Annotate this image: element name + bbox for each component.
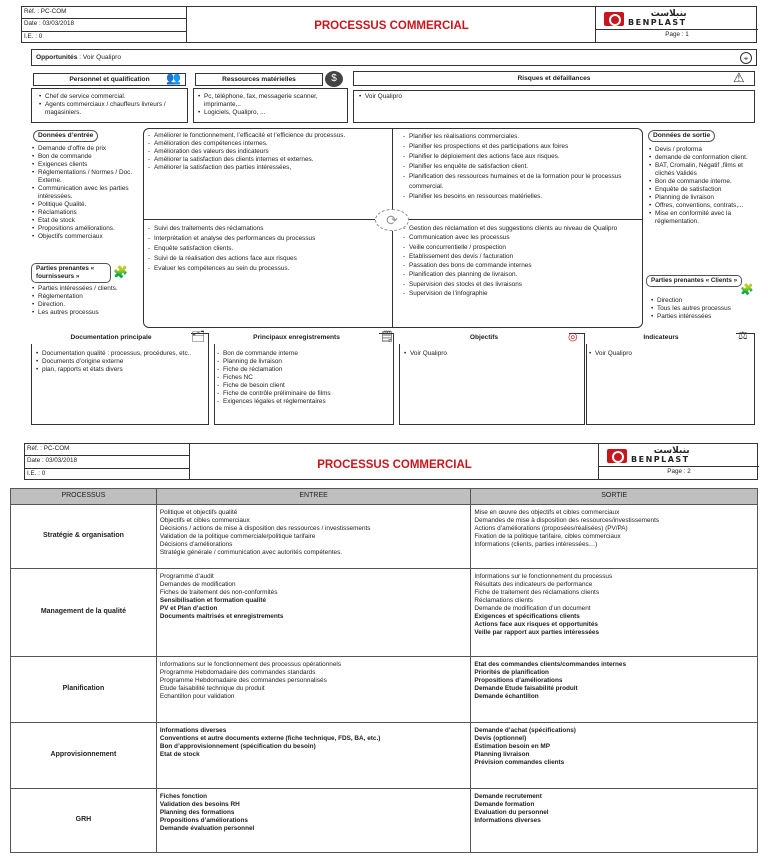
cell-line: Demandes de mise à disposition des ressources/investissements (474, 517, 660, 524)
entree-cell (156, 569, 471, 657)
table-row (11, 789, 758, 853)
list-item: - Gestion des réclamation et des suggestions clients au niveau de Qualipro (402, 224, 638, 233)
list-item: - Amélioration des valeurs des indicateurs (147, 148, 387, 156)
cell-line: Décisions d’améliorations (159, 541, 233, 548)
list-item: • Direction (650, 297, 755, 305)
records-title: Principaux enregistrements (214, 333, 379, 344)
entree-cell (156, 505, 471, 569)
cell-line: Décisions / actions de mise à disposition des ressources / investissements (159, 525, 371, 532)
list-item: • Parties intéressées / clients. (31, 285, 141, 293)
cell-line: Informations sur le fonctionnement des processus opérationnels (159, 661, 342, 668)
cell-line: PV et Plan d’action (159, 605, 218, 612)
list-item: - Interprétation et analyse des performances du processus (147, 234, 387, 244)
cell-line: Fixation de la politique tarifaire, cibles commerciaux (474, 533, 621, 540)
cell-line: Planning des formations (159, 809, 235, 816)
documentation-section (31, 333, 209, 425)
entree-cell (156, 723, 471, 789)
table-row (11, 505, 758, 569)
list-item: • Exigences clients (31, 161, 141, 169)
outputs-list (648, 146, 756, 226)
process-cell: Management de la qualité (11, 569, 157, 657)
list-item: • Demande d’offre de prix (31, 145, 141, 153)
ie-label: I.E. : 0 (22, 32, 187, 43)
cell-line: Actions face aux risques et opportunités (474, 621, 598, 628)
list-item: • Direction. (31, 301, 141, 309)
table-row (11, 723, 758, 789)
check-list (147, 224, 387, 274)
list-item: - Fiche de réclamation (216, 366, 392, 374)
list-item: • Planning de livraison (648, 194, 756, 202)
opportunities-value: : Voir Qualipro (77, 54, 122, 61)
outputs-title: Données de sortie (648, 130, 715, 142)
documentation-list (35, 350, 205, 374)
page-number: Page : 1 (665, 31, 689, 38)
people-icon: 👥 (166, 71, 181, 85)
inputs-list (31, 145, 141, 241)
ref-label: Réf. : PC-COM (22, 7, 187, 19)
list-item: - Amélioration des compétences internes. (147, 140, 387, 148)
list-item: - Fiche de contrôle préliminaire de films (216, 390, 392, 398)
process-cell: Stratégie & organisation (11, 505, 157, 569)
cell-line: Demande échantillon (474, 693, 539, 700)
list-item: - Etablissement des devis / facturation (402, 252, 638, 261)
list-item: - Planifier les réalisations commerciales. (402, 132, 638, 142)
personnel-title: Personnel et qualification (33, 73, 186, 86)
list-item: • BAT, Cromalin, Négatif ,films et clichés Validés (648, 162, 756, 178)
inputs-title: Données d’entrée (33, 130, 98, 142)
list-item: - Planifier les besoins en ressources matérielles. (402, 192, 638, 202)
list-item: • Logiciels, Qualipro, ... (197, 109, 345, 117)
records-list (216, 350, 392, 406)
list-item: • Agents commerciaux / chauffeurs livreurs / magasiniers. (38, 101, 184, 117)
cell-line: Actions d’améliorations (proposées/réalisées) (PV/PA) (474, 525, 628, 532)
sortie-cell (471, 723, 758, 789)
cell-line: Etat des commandes clients/commandes internes (474, 661, 627, 668)
cell-line: Sensibilisation et formation qualité (159, 597, 267, 604)
list-item: • Offres, conventions, contrats,... (648, 202, 756, 210)
list-item: - Exigences légales et réglementaires (216, 398, 392, 406)
cell-line: Informations sur le fonctionnement du processus (474, 573, 613, 580)
gauge-icon: ⚖ (738, 330, 748, 342)
list-item: • Enquête de satisfaction (648, 186, 756, 194)
cell-line: Demande d’achat (spécifications) (474, 727, 576, 734)
list-item: - Planifier le déploiement des actions face aux risques. (402, 152, 638, 162)
list-item: • Devis / proforma (648, 146, 756, 154)
list-item: • Documentation qualité : processus, procédures, etc.. (35, 350, 205, 358)
cell-line: Programme Hebdomadaire des commandes standards (159, 669, 316, 676)
list-item: • Voir Qualipro (403, 350, 578, 358)
cell-line: Veille par rapport aux parties intéressées (474, 629, 600, 636)
improve-list (147, 132, 387, 172)
cell-line: Demande Etude faisabilité produit (474, 685, 578, 692)
cell-line: Validation des besoins RH (159, 801, 240, 808)
opportunities-box (31, 49, 757, 66)
list-item: • Tous les autres processus (650, 305, 755, 313)
logo-arabic: بنبلاست (650, 9, 687, 19)
cell-line: Politique et objectifs qualité (159, 509, 238, 516)
date-label: Date : 03/03/2018 (22, 19, 187, 32)
list-item: • Les autres processus (31, 309, 141, 317)
suppliers-title: Parties prenantes « fournisseurs » (31, 263, 111, 283)
column-header: SORTIE (471, 489, 758, 505)
cell-line: Stratégie générale / communication avec autorités compétentes. (159, 549, 343, 556)
process-cell: Planification (11, 657, 157, 723)
benplast-logo (607, 447, 690, 464)
list-item: - Fiche de besoin client (216, 382, 392, 390)
risks-title: Risques et défaillances (353, 71, 755, 86)
cell-line: Programme Hebdomadaire des commandes personnalisés (159, 677, 327, 684)
list-item: - Planification des planning de livraison. (402, 270, 638, 279)
list-item: • Mise en conformité avec la réglementation. (648, 210, 756, 226)
cell-line: Exigences et spécifications clients (474, 613, 580, 620)
logo-name: BENPLAST (628, 18, 687, 27)
cell-line: Priorités de planification (474, 669, 549, 676)
list-item: - Améliorer le fonctionnement, l’efficacité et l’efficience du processus. (147, 132, 387, 140)
list-item: • Chef de service commercial. (38, 93, 184, 101)
list-item: - Planifier les prospections et des participations aux foires (402, 142, 638, 152)
objectives-list (403, 350, 578, 358)
list-item: • Bon de commande interne. (648, 178, 756, 186)
list-item: - Veille concurrentielle / prospection (402, 243, 638, 252)
cell-line: Demande de modification d’un document (474, 605, 591, 612)
list-item: • plan, rapports et états divers (35, 366, 205, 374)
documentation-title: Documentation principale (31, 333, 191, 344)
list-item: • Etat de stock (31, 217, 141, 225)
list-item: - Supervision de l’infographie (402, 289, 638, 298)
sortie-cell (471, 569, 758, 657)
puzzle-icon: 🧩 (740, 284, 754, 296)
column-header: PROCESSUS (11, 489, 157, 505)
list-item: • Objectifs commerciaux (31, 233, 141, 241)
table-row (11, 657, 758, 723)
cell-line: Programme d’audit (159, 573, 214, 580)
cell-line: Devis (optionnel) (474, 735, 527, 742)
logo-name: BENPLAST (631, 455, 690, 464)
opportunities-label: Opportunités (36, 54, 78, 61)
target-icon: ⌖ (740, 52, 752, 64)
list-item: • Réglementations / Normes / Doc. Externe. (31, 169, 141, 185)
page-number: Page : 2 (667, 468, 691, 475)
list-item: • Pc, téléphone, fax, messagerie scanner, imprimante,.. (197, 93, 345, 109)
list-item: • Réglementation (31, 293, 141, 301)
logo-arabic: بنبلاست (653, 446, 690, 456)
cell-line: Propositions d’améliorations (159, 817, 248, 824)
list-item: - Suivi de la réalisation des actions face aux risques (147, 254, 387, 264)
cell-line: Réclamations clients (474, 597, 533, 604)
sortie-cell (471, 789, 758, 853)
cell-line: Informations diverses (474, 817, 541, 824)
list-item: - Améliorer la satisfaction des parties intéressées, (147, 164, 387, 172)
list-item: • Réclamations (31, 209, 141, 217)
page1-header (21, 6, 757, 43)
objectives-section (399, 333, 585, 425)
cell-line: Fiches fonction (159, 793, 208, 800)
list-item: • Parties intéressées (650, 313, 755, 321)
table-row (11, 569, 758, 657)
list-item: - Planifier les enquête de satisfaction client. (402, 162, 638, 172)
benplast-logo (604, 10, 687, 27)
cell-line: Etat de stock (159, 751, 200, 758)
list-item: - Evaluer les compétences au sein du processus. (147, 264, 387, 274)
cell-line: Bon d’approvisionnement (spécification du besoin) (159, 743, 316, 750)
date-label: Date : 03/03/2018 (25, 456, 190, 469)
ref-label: Réf. : PC-COM (25, 444, 190, 456)
cell-line: Echantillon pour validation (159, 693, 235, 700)
list-item: • Bon de commande (31, 153, 141, 161)
cell-line: Objectifs et cibles commerciaux (159, 517, 250, 524)
clients-title: Parties prenantes « Clients » (646, 275, 742, 287)
cell-line: Conventions et autre documents externe (fiche technique, FDS, BA, etc.) (159, 735, 381, 742)
list-item: - Supervision des stocks et des livraisons (402, 280, 638, 289)
cell-line: Evaluation du personnel (474, 809, 549, 816)
cell-line: Informations (clients, parties intéressées…) (474, 541, 598, 548)
indicators-section (586, 330, 755, 425)
cell-line: Documents maîtrisés et enregistrements (159, 613, 284, 620)
entree-cell (156, 657, 471, 723)
list-item: • Voir Qualipro (358, 93, 558, 101)
objectives-title: Objectifs (399, 333, 569, 344)
process-table (10, 488, 758, 853)
cell-line: Informations diverses (159, 727, 227, 734)
entree-cell (156, 789, 471, 853)
list-item: - Suivi des traitements des réclamations (147, 224, 387, 234)
sortie-cell (471, 505, 758, 569)
cell-line: Demande évaluation personnel (159, 825, 255, 832)
suppliers-list (31, 285, 141, 317)
cell-line: Propositions d’améliorations (474, 677, 563, 684)
benplast-logo-icon (604, 12, 624, 26)
plan-list (402, 132, 638, 201)
list-item: - Passation des bons de commande internes (402, 261, 638, 270)
list-item: - Bon de commande interne (216, 350, 392, 358)
page2-title: PROCESSUS COMMERCIAL (317, 459, 472, 471)
pdca-cycle-icon: ⟳ (375, 209, 409, 231)
page2-header (24, 443, 758, 480)
page1-title: PROCESSUS COMMERCIAL (314, 20, 469, 32)
list-item: - Améliorer la satisfaction des clients internes et externes. (147, 156, 387, 164)
cell-line: Fiche de traitement des réclamations clients (474, 589, 600, 596)
document-icon: 🗒 (380, 331, 394, 343)
list-item: • Documents d’origine externe (35, 358, 205, 366)
list-item: - Fiches NC (216, 374, 392, 382)
resources-title: Ressources matérielles (195, 73, 323, 86)
cell-line: Demande recrutement (474, 793, 542, 800)
process-cell: GRH (11, 789, 157, 853)
list-item: • Politique Qualité. (31, 201, 141, 209)
cell-line: Fiches de traitement des non-conformités (159, 589, 278, 596)
list-item: • Propositions améliorations. (31, 225, 141, 233)
cell-line: Estimation besoin en MP (474, 743, 550, 750)
list-item: • Voir Qualipro (588, 350, 748, 358)
list-item: - Planning de livraison (216, 358, 392, 366)
cell-line: Mise en œuvre des objectifs et cibles commerciaux (474, 509, 620, 516)
risks-list (358, 93, 558, 101)
cell-line: Planning livraison (474, 751, 530, 758)
ie-label: I.E. : 0 (25, 469, 190, 480)
list-item: • demande de conformation client. (648, 154, 756, 162)
list-item: - Communication avec les processus (402, 233, 638, 242)
process-cell: Approvisionnement (11, 723, 157, 789)
list-item: • Communication avec les parties intéressées. (31, 185, 141, 201)
puzzle-icon: 🧩 (113, 265, 128, 279)
do-list (402, 224, 638, 298)
cell-line: Résultats des indicateurs de performance (474, 581, 593, 588)
clients-list (650, 297, 755, 321)
target-icon: ◎ (568, 331, 578, 343)
indicators-list (588, 350, 748, 358)
column-header: ENTREE (156, 489, 471, 505)
warning-icon: ⚠ (733, 70, 745, 85)
personnel-list (38, 93, 184, 117)
cell-line: Demande formation (474, 801, 535, 808)
cell-line: Validation de la politique commerciale/politique tarifaire (159, 533, 316, 540)
cell-line: Etude faisabilité technique du produit (159, 685, 265, 692)
resources-list (197, 93, 345, 117)
folder-icon: 🗂 (191, 331, 205, 343)
sortie-cell (471, 657, 758, 723)
list-item: - Planification des ressources humaines et de la formation pour le processus commercial. (402, 172, 638, 192)
indicators-title: Indicateurs (586, 333, 736, 344)
list-item: - Enquête satisfaction clients. (147, 244, 387, 254)
cell-line: Prévision commandes clients (474, 759, 565, 766)
benplast-logo-icon (607, 449, 627, 463)
cell-line: Demandes de modification (159, 581, 236, 588)
money-icon: $ (325, 71, 343, 87)
